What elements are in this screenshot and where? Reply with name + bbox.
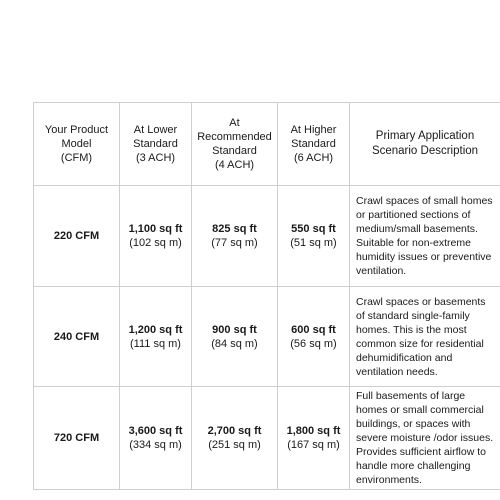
- description-cell: Crawl spaces of small homes or partitioned sections of medium/small basements. Suitable for non-extreme humidity issues or preventive ventilation.: [350, 186, 500, 287]
- header-recommended-standard: At Recommended Standard (4 ACH): [192, 103, 278, 186]
- header-higher-standard: At Higher Standard (6 ACH): [278, 103, 350, 186]
- table-header-row: [34, 103, 500, 186]
- header-lower-standard: At Lower Standard (3 ACH): [120, 103, 192, 186]
- description-cell: Full basements of large homes or small commercial buildings, or spaces with severe moisture /odor issues. Provides sufficient airflow to handle more challenging environments.: [350, 387, 500, 490]
- higher-standard-cell: 600 sq ft (56 sq m): [278, 287, 350, 387]
- model-cell: 720 CFM: [34, 387, 120, 490]
- model-cell: 240 CFM: [34, 287, 120, 387]
- higher-standard-cell: 1,800 sq ft (167 sq m): [278, 387, 350, 490]
- model-cell: 220 CFM: [34, 186, 120, 287]
- table-row: [34, 287, 500, 387]
- header-product-model: Your Product Model (CFM): [34, 103, 120, 186]
- lower-standard-cell: 1,200 sq ft (111 sq m): [120, 287, 192, 387]
- cfm-coverage-table: [33, 102, 500, 490]
- table-row: [34, 186, 500, 287]
- recommended-standard-cell: 2,700 sq ft (251 sq m): [192, 387, 278, 490]
- recommended-standard-cell: 900 sq ft (84 sq m): [192, 287, 278, 387]
- table-row: [34, 387, 500, 490]
- description-cell: Crawl spaces or basements of standard single-family homes. This is the most common size for residential dehumidification and ventilation needs.: [350, 287, 500, 387]
- lower-standard-cell: 3,600 sq ft (334 sq m): [120, 387, 192, 490]
- recommended-standard-cell: 825 sq ft (77 sq m): [192, 186, 278, 287]
- header-application-scenario: Primary Application Scenario Description: [350, 103, 500, 186]
- higher-standard-cell: 550 sq ft (51 sq m): [278, 186, 350, 287]
- lower-standard-cell: 1,100 sq ft (102 sq m): [120, 186, 192, 287]
